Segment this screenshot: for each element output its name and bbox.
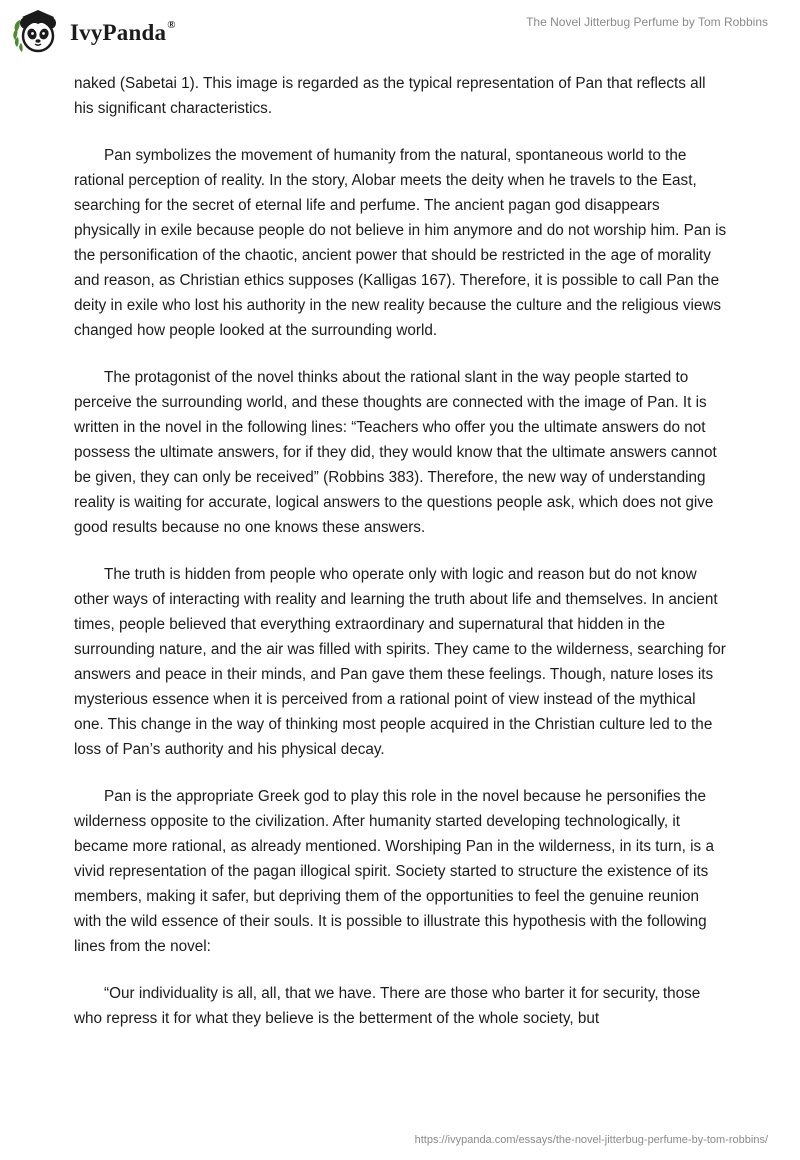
quote-paragraph: “Our individuality is all, all, that we have. There are those who barter it for security, those who repress it for what they believe is the betterment of the whole society, but (74, 985, 701, 1027)
page-header (0, 0, 800, 64)
essay-body (74, 71, 728, 1053)
paragraph: The truth is hidden from people who operate only with logic and reason but do not know other ways of interacting with reality and learning the truth about life and themselves. In ancient times, people believed that everything extraordinary and supernatural that hidden in the surrounding nature, and the air was filled with spirits. They came to the wilderness, searching for answers and peace in their minds, and Pan gave them these feelings. Though, nature loses its mysterious essence when it is perceived from a rational point of view instead of the mythical one. This change in the way of thinking most people acquired in the Christian culture led to the loss of Pan’s authority and his physical decay. (74, 566, 726, 758)
document-title: The Novel Jitterbug Perfume by Tom Robbins (526, 15, 768, 29)
paragraph: Pan symbolizes the movement of humanity from the natural, spontaneous world to the rational perception of reality. In the story, Alobar meets the deity when he travels to the East, searching for the secret of eternal life and perfume. The ancient pagan god disappears physically in exile because people do not believe in him anymore and do not worship him. Pan is the personification of the chaotic, ancient power that should be restricted in the age of morality and reason, as Christian ethics supposes (Kalligas 167). Therefore, it is possible to call Pan the deity in exile who lost his authority in the new reality because the culture and the religious views changed how people looked at the surrounding world. (74, 147, 727, 339)
source-url-link[interactable]: https://ivypanda.com/essays/the-novel-jitterbug-perfume-by-tom-robbins/ (414, 1134, 768, 1146)
brand-name: IvyPanda® (70, 19, 176, 45)
paragraph: Pan is the appropriate Greek god to play this role in the novel because he personifies the wilderness opposite to the civilization. After humanity started developing technologically, it became more rational, as already mentioned. Worshiping Pan in the wilderness, in its turn, is a vivid representation of the pagan illogical spirit. Society started to structure the existence of its members, making it safer, but depriving them of the opportunities to feel the genuine reunion with the wild essence of their souls. It is possible to illustrate this hypothesis with the following lines from the novel: (74, 788, 714, 955)
ivypanda-logo[interactable] (12, 8, 176, 56)
paragraph: naked (Sabetai 1). This image is regarded as the typical representation of Pan that reflects all his significant characteristics. (74, 75, 706, 117)
paragraph: The protagonist of the novel thinks about the rational slant in the way people started to perceive the surrounding world, and these thoughts are connected with the image of Pan. It is written in the novel in the following lines: “Teachers who offer you the ultimate answers do not possess the ultimate answers, for if they did, they would know that the ultimate answers cannot be given, they can only be received” (Robbins 383). Therefore, the new way of understanding reality is waiting for accurate, logical answers to the questions people ask, which does not give good results because no one knows these answers. (74, 369, 717, 536)
panda-icon (12, 9, 62, 55)
